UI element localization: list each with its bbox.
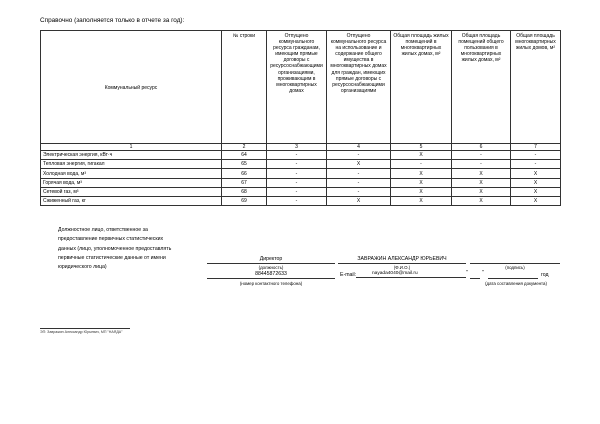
table-cell: -: [267, 160, 327, 169]
col-number: 5: [391, 144, 452, 151]
email-label: E-mail:: [340, 272, 357, 278]
table-cell: -: [267, 178, 327, 187]
header-resource: Коммунальный ресурс: [41, 31, 222, 144]
table-cell: -: [452, 151, 511, 160]
table-row: [41, 169, 561, 178]
col-number: 7: [511, 144, 561, 151]
table-cell: X: [452, 187, 511, 196]
table-cell: -: [267, 187, 327, 196]
row-number: 64: [222, 151, 267, 160]
column-numbers-row: [41, 144, 561, 151]
row-number: 66: [222, 169, 267, 178]
table-cell: X: [327, 197, 391, 206]
table-row: [41, 160, 561, 169]
col-number: 1: [41, 144, 222, 151]
resource-name: Тепловая энергия, гигакал: [41, 160, 222, 169]
date-close-quote: ": [482, 270, 484, 276]
table-cell: -: [327, 151, 391, 160]
table-cell: -: [452, 160, 511, 169]
table-cell: -: [327, 169, 391, 178]
resource-name: Горячая вода, м³: [41, 178, 222, 187]
table-cell: -: [267, 169, 327, 178]
table-cell: X: [327, 160, 391, 169]
table-cell: X: [452, 197, 511, 206]
header-total-area: Общая площадь многоквартирных жилых домов, м²: [511, 31, 561, 144]
signature-caption: (подпись): [505, 265, 525, 270]
table-cell: X: [452, 169, 511, 178]
table-cell: X: [391, 169, 452, 178]
col-number: 6: [452, 144, 511, 151]
table-cell: X: [391, 187, 452, 196]
resource-name: Холодная вода, м³: [41, 169, 222, 178]
table-cell: -: [511, 151, 561, 160]
row-number: 67: [222, 178, 267, 187]
table-cell: X: [511, 169, 561, 178]
header-released-direct: Отпущено коммунального ресурса гражданам, имеющим прямые договоры с ресурсоснабжающими организациями, проживающим в многоквартирных домах: [267, 31, 327, 144]
table-cell: -: [267, 197, 327, 206]
table-cell: X: [511, 178, 561, 187]
date-day-field: [470, 271, 480, 279]
col-number: 3: [267, 144, 327, 151]
table-cell: -: [511, 160, 561, 169]
row-number: 69: [222, 197, 267, 206]
table-cell: -: [391, 160, 452, 169]
header-residential-area: Общая площадь жилых помещений в многоквартирных жилых домах, м²: [391, 31, 452, 144]
table-row: [41, 151, 561, 160]
table-row: [41, 178, 561, 187]
resources-table: [40, 30, 561, 206]
header-common-area: Общая площадь помещений общего пользования в многоквартирных жилых домах, м²: [452, 31, 511, 144]
table-cell: X: [511, 197, 561, 206]
position-field: Директор: [207, 256, 335, 264]
table-row: [41, 197, 561, 206]
table-cell: X: [511, 187, 561, 196]
table-cell: X: [391, 178, 452, 187]
date-month-field: [488, 271, 538, 279]
table-cell: -: [327, 178, 391, 187]
responsible-person-label: Должностное лицо, ответственное за предоставление первичных статистических данных (лицо, уполномоченное предоставлять первичные статистические данные от имени юридического лица): [58, 227, 172, 271]
phone-field: 88445872633: [207, 271, 335, 279]
phone-caption: (номер контактного телефона): [239, 281, 303, 286]
e-signature-footer: ЭП: Завражин Александр Юрьевич, МП "НАЯДА": [40, 330, 123, 334]
date-year-label: год: [541, 272, 549, 278]
row-number: 65: [222, 160, 267, 169]
signature-field: [470, 256, 560, 264]
header-row-number: № строки: [222, 31, 267, 144]
email-field: nayada4040@mail.ru: [356, 271, 466, 278]
position-caption: (должность): [258, 265, 284, 270]
name-field: ЗАВРАЖИН АЛЕКСАНДР ЮРЬЕВИЧ: [338, 256, 466, 264]
resource-name: Сжиженный газ, кг: [41, 197, 222, 206]
resource-name: Электрическая энергия, кВт·ч: [41, 151, 222, 160]
date-open-quote: ": [466, 270, 468, 276]
reference-note: Справочно (заполняется только в отчете за год):: [40, 17, 185, 24]
table-cell: -: [327, 187, 391, 196]
date-caption: (дата составления документа): [485, 281, 547, 286]
table-cell: X: [452, 178, 511, 187]
table-cell: X: [391, 197, 452, 206]
name-caption: (Ф.И.О.): [393, 265, 411, 270]
table-row: [41, 187, 561, 196]
resource-name: Сетевой газ, м³: [41, 187, 222, 196]
col-number: 4: [327, 144, 391, 151]
table-cell: -: [267, 151, 327, 160]
col-number: 2: [222, 144, 267, 151]
header-released-common: Отпущено коммунального ресурса на использование и содержание общего имущества в многоквартирных домах для граждан, имеющих прямые договоры с ресурсоснабжающими организациями: [327, 31, 391, 144]
footer-divider: [40, 328, 130, 329]
row-number: 68: [222, 187, 267, 196]
table-cell: X: [391, 151, 452, 160]
